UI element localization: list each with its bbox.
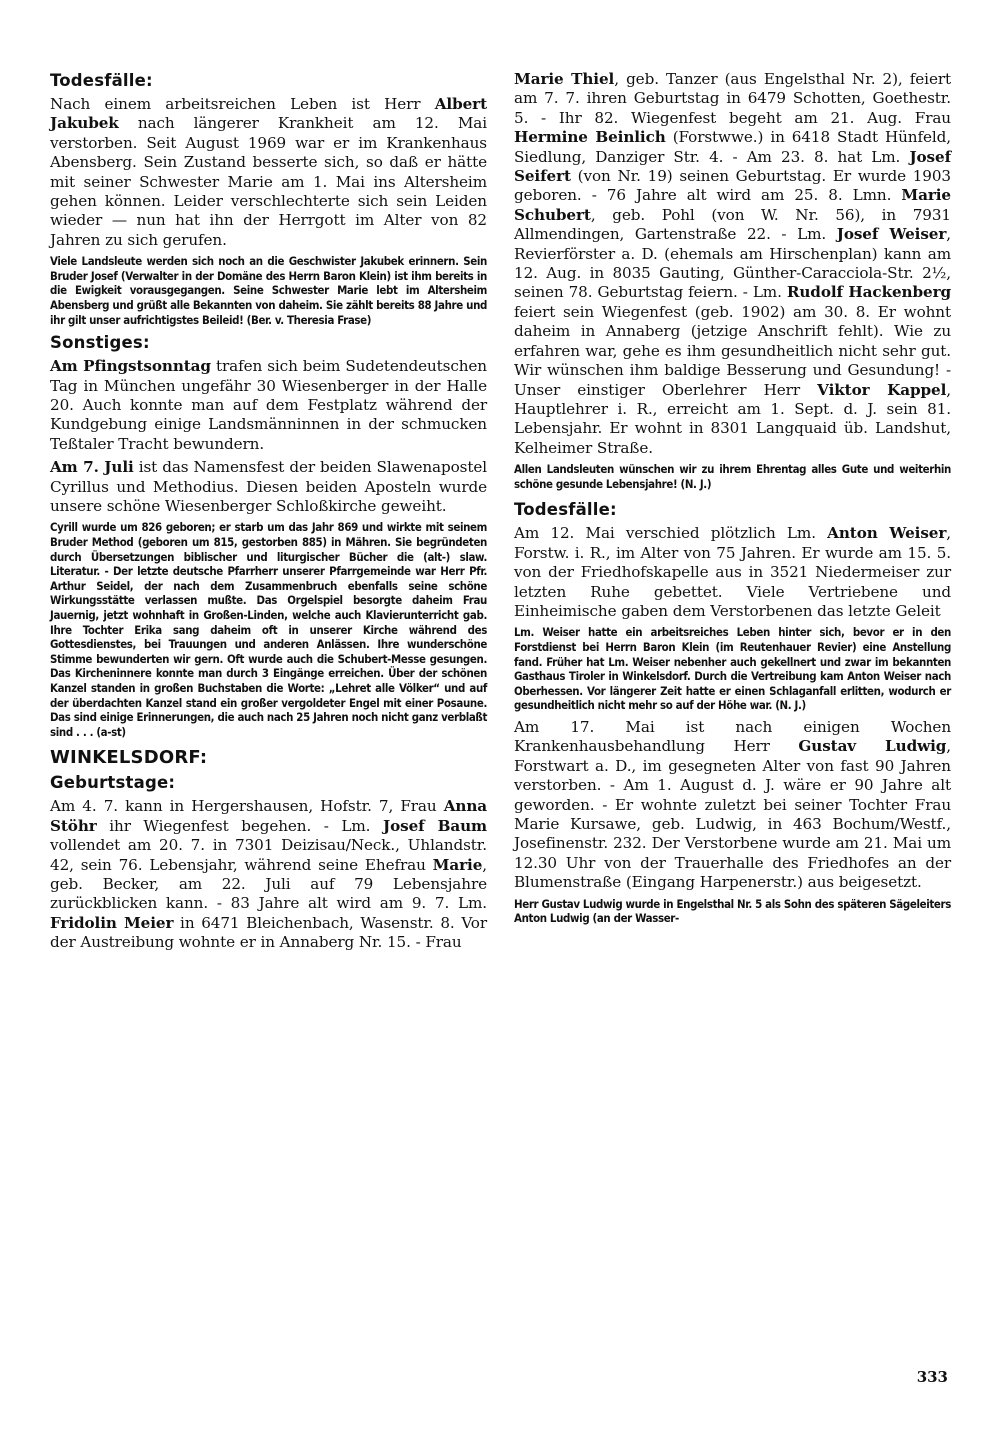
- text-run: Am 17. Mai ist nach einigen Wochen Krankenhausbehandlung Herr: [514, 717, 951, 756]
- bold-name: Josef Weiser: [836, 225, 947, 244]
- bold-name: Josef Seifert: [514, 147, 951, 186]
- heading-sonstiges: Sonstiges:: [50, 333, 150, 353]
- bold-name: Am 7. Juli: [50, 458, 134, 477]
- bold-name: Fridolin Meier: [50, 913, 174, 932]
- bold-name: Anna Stöhr: [50, 797, 487, 835]
- text-run: , geb. Pohl (von W. Nr. 56), in 7931 Allmendingen, Gartenstraße 22. - Lm.: [514, 205, 951, 244]
- paragraph-namensfest: [50, 458, 487, 516]
- bold-name: Am Pfingstsonntag: [50, 357, 211, 376]
- text-run: trafen sich beim Sudetendeutschen Tag in München ungefähr 30 Wiesenberger in der Halle 20. Auch konnte man auf dem Festplatz während der Kundgebung einige Landsmänninnen in der schmucken Teßtaler Tracht bewundern.: [50, 357, 487, 453]
- obituary-jakubek: [50, 95, 487, 250]
- text-run: (Forstwwe.) in 6418 Stadt Hünfeld, Siedlung, Danziger Str. 4. - Am 23. 8. hat Lm.: [514, 128, 951, 166]
- obituary-weiser: [514, 524, 951, 621]
- heading-todesfaelle: Todesfälle:: [50, 71, 153, 90]
- text-run: Am 12. Mai verschied plötzlich Lm.: [514, 524, 828, 543]
- text-run: , Hauptlehrer i. R., erreicht am 1. Sept. d. J. sein 81. Lebensjahr. Er wohnt in 8301 Langquaid üb. Landshut, Kelheimer Straße.: [514, 380, 951, 457]
- heading-winkelsdorf: WINKELSDORF:: [50, 747, 208, 769]
- text-run: , Revierförster a. D. (ehemals am Hirschenplan) kann am 12. Aug. in 8035 Gauting, Günther-Caracciola-Str. 2½, seinen 78. Geburtstag feiern. - Lm.: [514, 225, 951, 302]
- page-number: 333: [916, 1368, 948, 1386]
- note-cyrill-kirche: Cyrill wurde um 826 geboren; er starb um das Jahr 869 und wirkte mit seinem Bruder Method (geboren um 815, gestorben 885) in Mähren. Sie begründeten durch Übersetzungen biblischer und liturgischer Bücher die (alt-) slaw. Literatur. - Der letzte deutsche Pfarrherr unserer Pfarrgemeinde war Herr Pfr. Arthur Seidel, der nach dem Zusammenbruch ebenfalls seine schöne Wirkungsstätte verlassen mußte. Das Orgelspiel besorgte daheim Frau Jauernig, jetzt wohnhaft in Großen-Linden, welche auch Klavierunterricht gab. Ihre Tochter Erika sang daheim oft in unserer Kirche während des Gottesdienstes, bei Trauungen und anderen Anlässen. Ihre wunderschöne Stimme bewunderten wir gern. Oft wurde auch die Schubert-Messe gesungen. Das Kircheninnere konnte man durch 3 Eingänge erreichen. Über der schönen Kanzel standen in großen Buchstaben die Worte: „Lehret alle Völker“ und auf der überdachten Kanzel stand ein großer vergoldeter Engel mit einer Posaune. Das sind einige Erinnerungen, die auch nach 25 Jahren noch nicht ganz verblaßt sind . . . (a-st): [50, 520, 487, 739]
- text-run: , geb. Becker, am 22. Juli auf 79 Lebensjahre zurückblicken kann. - 83 Jahre alt wird am 9. 7. Lm.: [50, 855, 487, 913]
- text-run: nach längerer Krankheit am 12. Mai verstorben. Seit August 1969 war er im Krankenhaus Abensberg. Sein Zustand besserte sich, so daß er hätte mit seiner Schwester Marie am 1. Mai ins Altersheim gehen können. Leider verschlechterte sich sein Leiden wieder — nun hat ihn der Herrgott im Alter von 82 Jahren zu sich gerufen.: [50, 114, 487, 249]
- bold-name: Marie Thiel: [514, 70, 615, 88]
- bold-name: Josef Baum: [383, 816, 487, 835]
- bold-name: Viktor Kappel: [817, 380, 947, 399]
- paragraph-geburtstage-left: [50, 797, 487, 952]
- bold-name: Anton Weiser: [827, 524, 947, 543]
- text-run: ist das Namensfest der beiden Slawenapostel Cyrillus und Methodius. Diesen beiden Aposteln wurde unsere schöne Wiesenberger Schloßkirche geweiht.: [50, 458, 487, 516]
- note-ehrentag: Allen Landsleuten wünschen wir zu ihrem Ehrentag alles Gute und weiterhin schöne gesunde Lebensjahre! (N. J.): [514, 462, 951, 491]
- text-run: feiert sein Wiegenfest (geb. 1902) am 30. 8. Er wohnt daheim in Annaberg (jetzige Anschrift fehlt). Wie zu erfahren war, gehe es ihm gesundheitlich nicht sehr gut. Wir wünschen ihm baldige Besserung und Gesundung! - Unser einstiger Oberlehrer Herr: [514, 302, 951, 399]
- text-run: , Forstw. i. R., im Alter von 75 Jahren. Er wurde am 15. 5. von der Friedhofskapelle aus in 3521 Niedermeiser zur letzten Ruhe gebettet. Viele Vertriebene und Einheimische gaben dem Verstorbenen das letzte Geleit: [514, 524, 951, 620]
- text-run: , geb. Tanzer (aus Engelsthal Nr. 2), feiert am 7. 7. ihren Geburtstag in 6479 Schotten, Goethestr. 5. - Ihr 82. Wiegenfest begeht am 21. Aug. Frau: [514, 70, 951, 127]
- text-run: Nach einem arbeitsreichen Leben ist Herr: [50, 95, 435, 113]
- text-run: ihr Wiegenfest begehen. - Lm.: [96, 816, 383, 835]
- note-weiser: Lm. Weiser hatte ein arbeitsreiches Leben hinter sich, bevor er in den Forstdienst bei Herrn Baron Klein (im Reutenhauer Revier) eine Anstellung fand. Früher hat Lm. Weiser nebenher auch gekellnert und zwar im bekannten Gasthaus Tiroler in Winkelsdorf. Durch die Vertreibung kam Anton Weiser nach Oberhessen. Vor längerer Zeit hatte er einen Schlaganfall erlitten, wodurch er gesundheitlich nicht mehr so auf der Höhe war. (N. J.): [514, 625, 951, 713]
- note-ludwig: Herr Gustav Ludwig wurde in Engelsthal Nr. 5 als Sohn des späteren Sägeleiters Anton Ludwig (an der Wasser-: [514, 896, 951, 926]
- bold-name: Rudolf Hackenberg: [786, 283, 951, 302]
- bold-name: Gustav Ludwig: [798, 737, 947, 756]
- heading-geburtstage: Geburtstage:: [50, 773, 176, 793]
- right-column: [514, 70, 951, 931]
- bold-name: Hermine Beinlich: [514, 128, 666, 147]
- text-run: (von Nr. 19) seinen Geburtstag. Er wurde 1903 geboren. - 76 Jahre alt wird am 25. 8. Lmn.: [514, 167, 951, 205]
- bold-name: Albert Jakubek: [50, 95, 487, 133]
- left-column: [50, 70, 487, 957]
- obituary-ludwig: [514, 718, 951, 893]
- heading-todesfaelle-2: Todesfälle:: [514, 500, 617, 520]
- note-jakubek-siblings: Viele Landsleute werden sich noch an die Geschwister Jakubek erinnern. Sein Bruder Josef (Verwalter in der Domäne des Herrn Baron Klein) ist ihm bereits in die Ewigkeit vorausgegangen. Seine Schwester Marie lebt im Altersheim Abensberg und grüßt alle Bekannten von daheim. Sie zählt bereits 88 Jahre und ihr gilt unser aufrichtigstes Beileid! (Ber. v. Theresia Frase): [50, 254, 487, 327]
- bold-name: Marie Schubert: [514, 186, 951, 224]
- paragraph-pfingstsonntag: [50, 357, 487, 454]
- text-run: Am 4. 7. kann in Hergershausen, Hofstr. 7, Frau: [50, 797, 444, 816]
- text-run: , Forstwart a. D., im gesegneten Alter von fast 90 Jahren verstorben. - Am 1. August d. J. wäre er 90 Jahre alt geworden. - Er wohnte zuletzt bei seiner Tochter Frau Marie Kursawe, geb. Ludwig, in 463 Bochum/Westf., Josefinenstr. 232. Der Verstorbene wurde am 21. Mai um 12.30 Uhr von der Trauerhalle des Friedhofes an der Blumenstraße (Eingang Harpenerstr.) aus beigesetzt.: [514, 737, 951, 892]
- text-run: vollendet am 20. 7. in 7301 Deizisau/Neck., Uhlandstr. 42, sein 76. Lebensjahr, während seine Ehefrau: [50, 836, 487, 874]
- text-run: in 6471 Bleichenbach, Wasenstr. 8. Vor der Austreibung wohnte er in Annaberg Nr. 15. - Frau: [50, 913, 487, 952]
- paragraph-geburtstage-right: [514, 70, 951, 458]
- bold-name: Marie: [432, 855, 483, 874]
